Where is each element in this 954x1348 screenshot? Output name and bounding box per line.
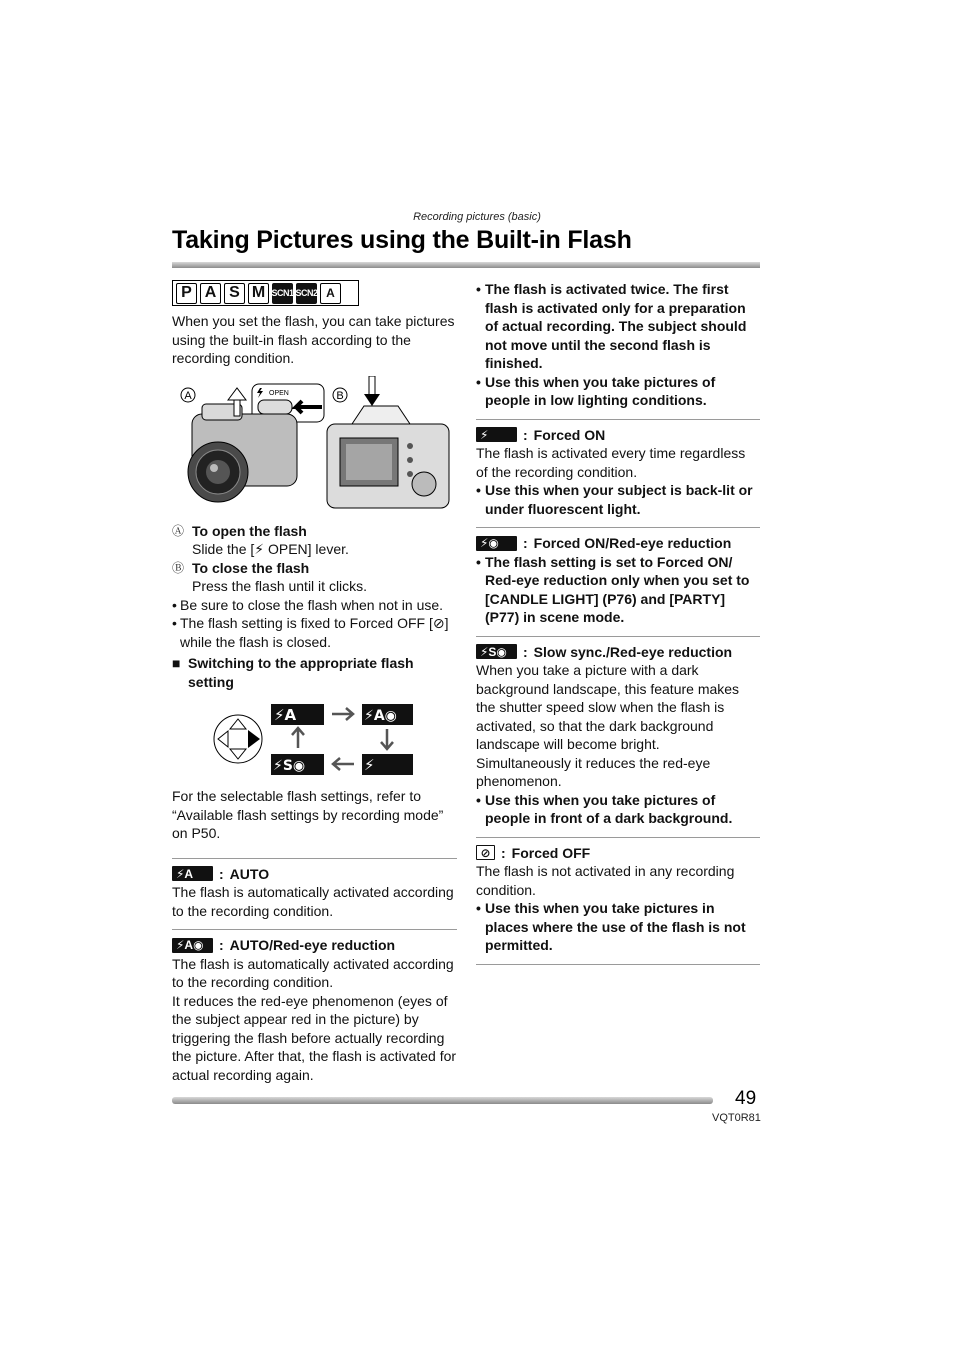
page-number: 49: [735, 1088, 757, 1109]
auto-heading: ⚡A : AUTO: [172, 865, 457, 884]
mode-auto-icon: A: [320, 283, 341, 304]
flash-cycle-diagram: [172, 700, 457, 782]
forced-on-text: The flash is activated every time regardless of the recording condition.: [476, 445, 746, 480]
forced-on-red-bullet: • The flash setting is set to Forced ON/ Red-eye reduction only when you set to [CANDLE LIGHT] (P76) and [PARTY] (P77) in scene mode.: [476, 553, 760, 627]
bullet-forced-off: • The flash setting is fixed to Forced OFF [⊘] while the flash is closed.: [172, 614, 457, 651]
flash-slow-redeye-icon: ⚡S◉: [476, 644, 517, 659]
flash-auto-redeye-icon: ⚡A◉: [172, 938, 213, 953]
arrow-down-icon: [364, 394, 380, 406]
arrow-down-icon: [381, 729, 393, 749]
label-a: A: [184, 389, 192, 402]
flash-forced-on-icon: ⚡: [476, 427, 517, 442]
mode-scn2-icon: SCN2: [296, 283, 317, 304]
forced-off-bullet: • Use this when you take pictures in places where the use of the flash is not permitted.: [476, 899, 760, 955]
auto-text: The flash is automatically activated according to the recording condition.: [172, 884, 454, 919]
open-label: OPEN: [269, 389, 289, 397]
mode-s-icon: S: [224, 283, 245, 304]
svg-text:⚡A◉: ⚡A◉: [364, 708, 397, 724]
close-flash-text: Press the flash until it clicks.: [192, 578, 368, 594]
slow-red-bullet: • Use this when you take pictures of people in front of a dark background.: [476, 791, 760, 828]
mode-p-icon: P: [176, 283, 197, 304]
bullet-activated-twice: • The flash is activated twice. The first flash is activated only for a preparation of actual recording. The subject should not move until the second flash is finished.: [476, 280, 760, 373]
svg-text:⚡: ⚡: [364, 756, 375, 774]
mode-a-icon: A: [200, 283, 221, 304]
forced-off-heading: ⊘ : Forced OFF: [476, 844, 760, 863]
arrow-right-icon: [332, 708, 353, 720]
close-flash-heading: Ⓑ To close the flash: [172, 559, 310, 576]
right-column: [476, 280, 760, 971]
flash-forced-off-icon: ⊘: [476, 845, 495, 860]
flash-auto-icon: ⚡A: [172, 866, 213, 881]
running-header: Recording pictures (basic): [413, 211, 541, 223]
page-title: Taking Pictures using the Built-in Flash: [172, 226, 632, 254]
slow-red-text: When you take a picture with a dark background landscape, this feature makes the shutter speed slow when the flash is activated, so that the dark background landscape will become bright.: [476, 662, 740, 752]
switching-heading: ■ Switching to the appropriate flash setting: [172, 655, 414, 690]
bullet-close-flash: • Be sure to close the flash when not in use.: [172, 596, 457, 615]
forced-on-bullet: • Use this when your subject is back-lit or under fluorescent light.: [476, 481, 760, 518]
label-b: B: [336, 389, 344, 402]
svg-text:⚡A: ⚡A: [274, 706, 297, 724]
mode-scn1-icon: SCN1: [272, 283, 293, 304]
forced-off-text: The flash is not activated in any recording condition.: [476, 863, 735, 898]
document-code: VQT0R81: [712, 1112, 761, 1124]
slow-red-heading: ⚡S◉ : Slow sync./Red-eye reduction: [476, 643, 760, 662]
auto-red-text-2: It reduces the red-eye phenomenon (eyes of the subject appear red in the picture) by triggering the flash before actually recording the picture. After that, the flash is activated for actual recording again.: [172, 992, 457, 1083]
auto-red-text-1: The flash is automatically activated according to the recording condition.: [172, 955, 454, 990]
open-flash-heading: Ⓐ To open the flash: [172, 522, 307, 539]
footer-bar: [172, 1097, 713, 1104]
forced-on-red-heading: ⚡◉ : Forced ON/Red-eye reduction: [476, 534, 760, 553]
arrow-left-icon: [333, 758, 354, 770]
mode-icons: [172, 280, 359, 306]
svg-text:⚡S◉: ⚡S◉: [273, 758, 306, 774]
arrow-up-icon: [292, 728, 304, 748]
intro-text: When you set the flash, you can take pictures using the built-in flash according to the recording condition.: [172, 313, 455, 366]
open-flash-text: Slide the [⚡ OPEN] lever.: [192, 541, 349, 557]
refer-text: For the selectable flash settings, refer to “Available flash settings by recording mode” on P50.: [172, 788, 444, 841]
auto-red-heading: ⚡A◉ : AUTO/Red-eye reduction: [172, 936, 457, 955]
slow-red-text-2: Simultaneously it reduces the red-eye phenomenon.: [476, 754, 711, 789]
mode-m-icon: M: [248, 283, 269, 304]
bullet-low-light: • Use this when you take pictures of people in low lighting conditions.: [476, 373, 760, 410]
title-underline: [172, 262, 760, 268]
camera-illustration: [172, 376, 457, 516]
left-column: [172, 280, 457, 1084]
forced-on-heading: ⚡ : Forced ON: [476, 426, 760, 445]
flash-forced-on-redeye-icon: ⚡◉: [476, 536, 517, 551]
